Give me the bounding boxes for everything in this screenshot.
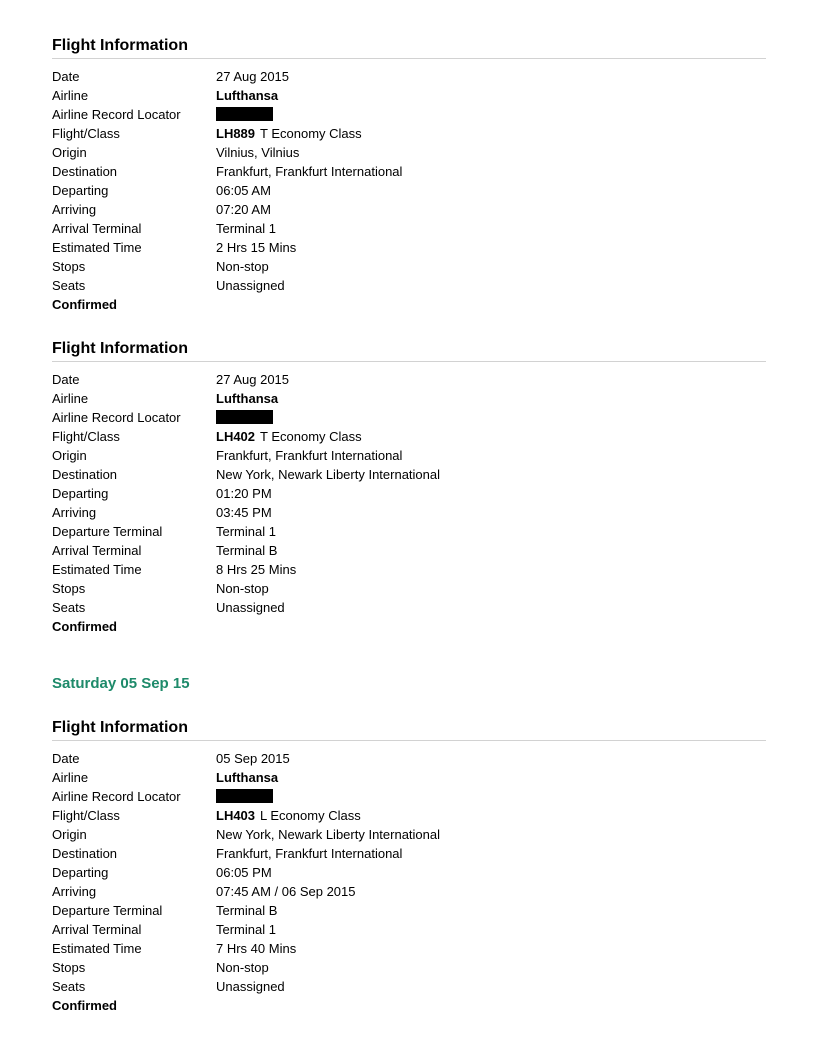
flight-section-3 bbox=[52, 717, 766, 1015]
detail-value: 05 Sep 2015 bbox=[216, 751, 290, 766]
redacted-record-locator bbox=[216, 789, 273, 803]
detail-value: Terminal B bbox=[216, 543, 278, 558]
detail-label: Departing bbox=[52, 486, 109, 501]
detail-label: Airline bbox=[52, 391, 89, 406]
detail-label: Destination bbox=[52, 467, 118, 482]
airline-name: Lufthansa bbox=[216, 88, 279, 103]
detail-value: New York, Newark Liberty International bbox=[216, 467, 441, 482]
section-title: Flight Information bbox=[52, 340, 188, 357]
detail-value bbox=[216, 124, 766, 143]
fare-class: T Economy Class bbox=[260, 429, 362, 444]
detail-value bbox=[216, 408, 766, 427]
detail-label: Seats bbox=[52, 278, 86, 293]
detail-label: Arrival Terminal bbox=[52, 221, 142, 236]
detail-row-departing bbox=[52, 181, 766, 200]
detail-row-record-locator bbox=[52, 105, 766, 124]
flight-details bbox=[52, 67, 766, 314]
detail-label: Departure Terminal bbox=[52, 903, 163, 918]
fare-class: T Economy Class bbox=[260, 126, 362, 141]
detail-label: Arriving bbox=[52, 202, 97, 217]
detail-label: Airline bbox=[52, 88, 89, 103]
detail-row-flight-class bbox=[52, 427, 766, 446]
detail-value: 06:05 AM bbox=[216, 183, 271, 198]
detail-value: 07:20 AM bbox=[216, 202, 271, 217]
status-confirmed: Confirmed bbox=[52, 619, 117, 634]
detail-label: Departing bbox=[52, 183, 109, 198]
detail-row-date bbox=[52, 67, 766, 86]
detail-label: Estimated Time bbox=[52, 941, 142, 956]
detail-label: Stops bbox=[52, 581, 86, 596]
status-confirmed: Confirmed bbox=[52, 998, 117, 1013]
flight-number: LH889 bbox=[216, 126, 256, 141]
detail-value: Non-stop bbox=[216, 581, 269, 596]
detail-label: Origin bbox=[52, 827, 87, 842]
detail-row-origin bbox=[52, 143, 766, 162]
detail-label: Departure Terminal bbox=[52, 524, 163, 539]
detail-row-estimated-time bbox=[52, 939, 766, 958]
section-title: Flight Information bbox=[52, 719, 188, 736]
detail-row-origin bbox=[52, 825, 766, 844]
detail-row-arrival-terminal bbox=[52, 541, 766, 560]
detail-value: 27 Aug 2015 bbox=[216, 372, 290, 387]
detail-row-airline bbox=[52, 86, 766, 105]
section-divider bbox=[52, 58, 766, 59]
detail-row-arriving bbox=[52, 882, 766, 901]
detail-label: Airline Record Locator bbox=[52, 107, 181, 122]
detail-label: Destination bbox=[52, 164, 118, 179]
detail-row-estimated-time bbox=[52, 560, 766, 579]
detail-row-stops bbox=[52, 579, 766, 598]
detail-value: 2 Hrs 15 Mins bbox=[216, 240, 297, 255]
detail-label: Flight/Class bbox=[52, 429, 120, 444]
detail-value: Unassigned bbox=[216, 278, 285, 293]
detail-value bbox=[216, 427, 766, 446]
flight-section-2 bbox=[52, 338, 766, 636]
detail-label: Arrival Terminal bbox=[52, 922, 142, 937]
redacted-record-locator bbox=[216, 107, 273, 121]
detail-label: Seats bbox=[52, 979, 86, 994]
detail-row-arrival-terminal bbox=[52, 219, 766, 238]
detail-value: 7 Hrs 40 Mins bbox=[216, 941, 297, 956]
detail-row-flight-class bbox=[52, 806, 766, 825]
detail-row-record-locator bbox=[52, 408, 766, 427]
detail-label: Estimated Time bbox=[52, 562, 142, 577]
detail-value: 06:05 PM bbox=[216, 865, 272, 880]
detail-value: 01:20 PM bbox=[216, 486, 272, 501]
detail-value: Terminal 1 bbox=[216, 922, 276, 937]
detail-label: Flight/Class bbox=[52, 126, 120, 141]
detail-value: Non-stop bbox=[216, 259, 269, 274]
section-divider bbox=[52, 361, 766, 362]
airline-name: Lufthansa bbox=[216, 770, 279, 785]
flight-details bbox=[52, 370, 766, 636]
detail-label: Date bbox=[52, 751, 80, 766]
flight-section-1 bbox=[52, 35, 766, 314]
detail-label: Estimated Time bbox=[52, 240, 142, 255]
detail-row-departure-terminal bbox=[52, 901, 766, 920]
detail-value: 27 Aug 2015 bbox=[216, 69, 290, 84]
detail-row-departing bbox=[52, 863, 766, 882]
status-confirmed: Confirmed bbox=[52, 297, 117, 312]
detail-row-origin bbox=[52, 446, 766, 465]
detail-value bbox=[216, 787, 766, 806]
detail-row-airline bbox=[52, 389, 766, 408]
detail-row-arriving bbox=[52, 503, 766, 522]
section-divider bbox=[52, 740, 766, 741]
detail-label: Airline Record Locator bbox=[52, 410, 181, 425]
section-title: Flight Information bbox=[52, 37, 188, 54]
detail-row-seats bbox=[52, 276, 766, 295]
detail-label: Arrival Terminal bbox=[52, 543, 142, 558]
detail-value: Unassigned bbox=[216, 600, 285, 615]
detail-label: Airline Record Locator bbox=[52, 789, 181, 804]
detail-label: Origin bbox=[52, 145, 87, 160]
detail-row-airline bbox=[52, 768, 766, 787]
detail-row-destination bbox=[52, 162, 766, 181]
detail-row-stops bbox=[52, 257, 766, 276]
detail-row-departure-terminal bbox=[52, 522, 766, 541]
detail-value: Terminal B bbox=[216, 903, 278, 918]
detail-row-arriving bbox=[52, 200, 766, 219]
detail-label: Arriving bbox=[52, 884, 97, 899]
detail-label: Destination bbox=[52, 846, 118, 861]
detail-label: Seats bbox=[52, 600, 86, 615]
detail-row-date bbox=[52, 749, 766, 768]
detail-row-estimated-time bbox=[52, 238, 766, 257]
detail-row-departing bbox=[52, 484, 766, 503]
detail-value: Vilnius, Vilnius bbox=[216, 145, 300, 160]
detail-value: 07:45 AM / 06 Sep 2015 bbox=[216, 884, 356, 899]
detail-row-record-locator bbox=[52, 787, 766, 806]
detail-row-seats bbox=[52, 977, 766, 996]
detail-row-flight-class bbox=[52, 124, 766, 143]
detail-value: Non-stop bbox=[216, 960, 269, 975]
detail-value: Terminal 1 bbox=[216, 221, 276, 236]
detail-label: Flight/Class bbox=[52, 808, 120, 823]
detail-label: Origin bbox=[52, 448, 87, 463]
detail-value: Terminal 1 bbox=[216, 524, 276, 539]
detail-row-date bbox=[52, 370, 766, 389]
day-header: Saturday 05 Sep 15 bbox=[52, 675, 190, 692]
flight-number: LH403 bbox=[216, 808, 256, 823]
detail-label: Arriving bbox=[52, 505, 97, 520]
detail-row-destination bbox=[52, 465, 766, 484]
flight-number: LH402 bbox=[216, 429, 256, 444]
detail-label: Date bbox=[52, 69, 80, 84]
detail-label: Date bbox=[52, 372, 80, 387]
detail-value: 8 Hrs 25 Mins bbox=[216, 562, 297, 577]
detail-value: Unassigned bbox=[216, 979, 285, 994]
detail-row-destination bbox=[52, 844, 766, 863]
detail-label: Airline bbox=[52, 770, 89, 785]
redacted-record-locator bbox=[216, 410, 273, 424]
detail-row-stops bbox=[52, 958, 766, 977]
detail-value: 03:45 PM bbox=[216, 505, 272, 520]
detail-row-arrival-terminal bbox=[52, 920, 766, 939]
fare-class: L Economy Class bbox=[260, 808, 361, 823]
detail-label: Stops bbox=[52, 960, 86, 975]
flight-details bbox=[52, 749, 766, 1015]
detail-label: Departing bbox=[52, 865, 109, 880]
detail-label: Stops bbox=[52, 259, 86, 274]
detail-value bbox=[216, 806, 766, 825]
detail-value: Frankfurt, Frankfurt International bbox=[216, 448, 403, 463]
detail-row-seats bbox=[52, 598, 766, 617]
detail-value: New York, Newark Liberty International bbox=[216, 827, 441, 842]
detail-value: Frankfurt, Frankfurt International bbox=[216, 846, 403, 861]
airline-name: Lufthansa bbox=[216, 391, 279, 406]
detail-value: Frankfurt, Frankfurt International bbox=[216, 164, 403, 179]
detail-value bbox=[216, 105, 766, 124]
